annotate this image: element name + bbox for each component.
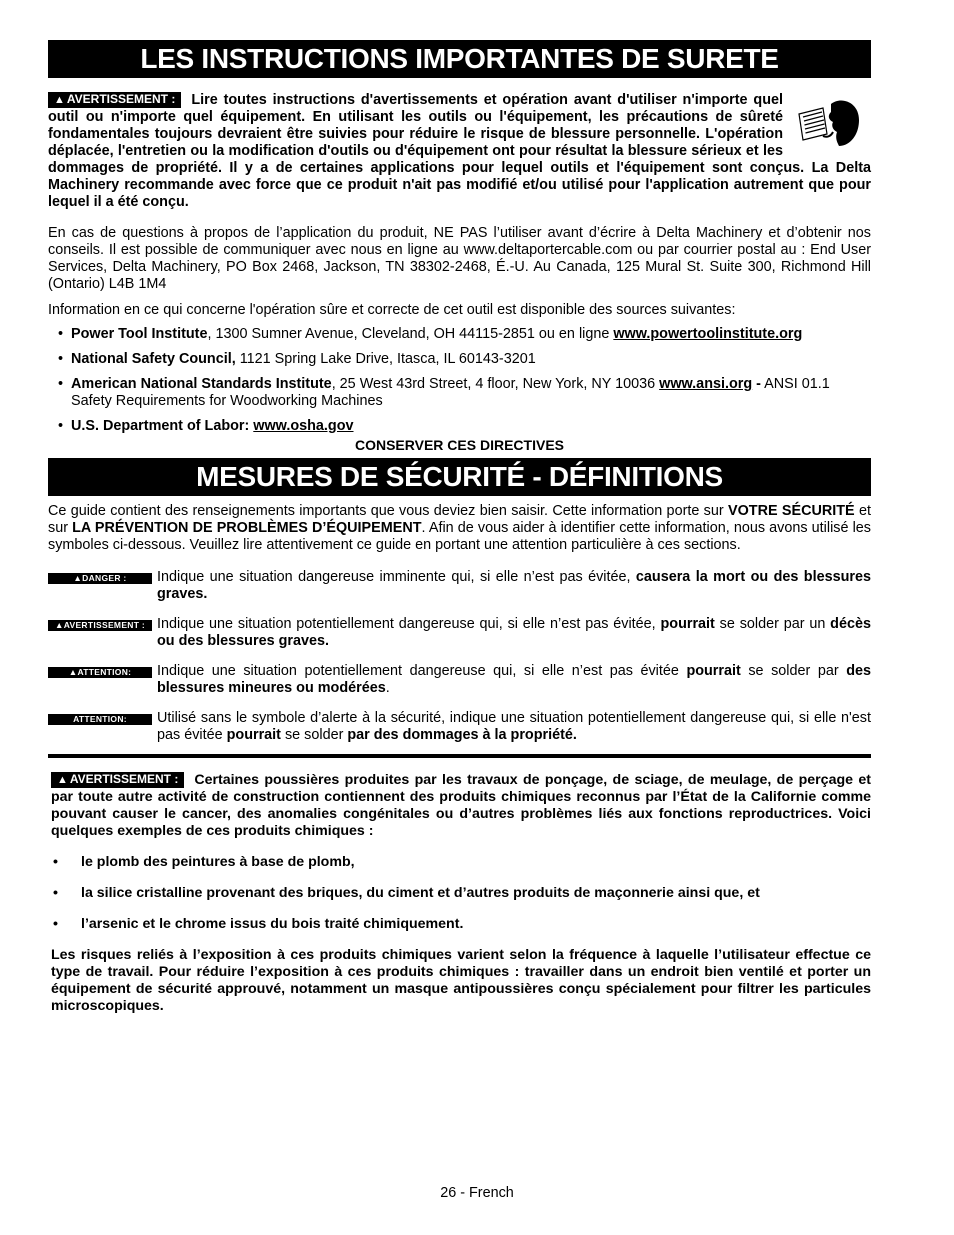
list-item: • Power Tool Institute, 1300 Sumner Avenue, Cleveland, OH 44115-2851 ou en ligne www.powertoolinstitute.org (58, 326, 803, 342)
avertissement-label: ▲AVERTISSEMENT : (48, 620, 152, 631)
ansi-link[interactable]: www.ansi.org (659, 376, 753, 392)
page (48, 40, 871, 1015)
conserve-directives: CONSERVER CES DIRECTIVES (354, 437, 564, 453)
definition-avertissement: ▲AVERTISSEMENT : Indique une situation potentiellement dangereuse qui, si elle n’est pas évitée, pourrait se solder par un décès ou des blessures graves. (48, 616, 871, 650)
definition-attention-plain: ATTENTION: Utilisé sans le symbole d’alerte à la sécurité, indique une situation potentiellement dangereuse qui, si elle n'est pas évitée pourrait se solder par des dommages à la propriété. (48, 710, 871, 744)
contact-paragraph: En cas de questions à propos de l’application du produit, NE PAS l’utiliser avant d’écrire à Delta Machinery et d’obtenir nos conseils. Il est possible de communiquer avec nous en ligne au www.deltaportercable.com ou par courrier postal au : End User Services, Delta Machinery, PO Box 2468, Jackson, TN 38302-2468, É.-U. Au Canada, 125 Mural St. Suite 300, Richmond Hill (Ontario) L4B 1M4 (48, 225, 871, 292)
definition-attention-alert: ▲ATTENTION: Indique une situation potentiellement dangereuse qui, si elle n’est pas évitée pourrait se solder par des blessures mineures ou modérées. (48, 663, 871, 697)
osha-link[interactable]: www.osha.gov (253, 418, 354, 434)
list-item: • American National Standards Institute, 25 West 43rd Street, 4 floor, New York, NY 10036 www.ansi.org - ANSI 01.1 Safety Requirements for Woodworking Machines (58, 376, 830, 409)
page-footer: 26 - French (440, 1185, 514, 1201)
list-item: • le plomb des peintures à base de plomb, (53, 854, 355, 870)
list-item: • National Safety Council, 1121 Spring Lake Drive, Itasca, IL 60143-3201 (58, 351, 536, 367)
definitions-banner: MESURES DE SÉCURITÉ - DÉFINITIONS (48, 458, 871, 496)
list-item: • la silice cristalline provenant des briques, du ciment et d’autres produits de maçonnerie ainsi que, et (53, 885, 760, 901)
safety-instructions-banner: LES INSTRUCTIONS IMPORTANTES DE SURETE (48, 40, 871, 78)
powertoolinstitute-link[interactable]: www.powertoolinstitute.org (613, 326, 803, 342)
definitions-list (48, 569, 871, 744)
warning-1-text: Lire toutes instructions d'avertissements et opération avant d'utiliser n'importe quel outil ou n'importe quel équipement. En utilisant les outils ou l'équipement, les précautions de sûreté fondamentales toujours devraient être suivies pour réduire le risque de blessure personnelle. L'opération déplacée, l'entretien ou la modification d'outils ou d'équipement ont pour résultat la blessure sérieux et les dommages de propriété. Il y a de certaines applications pour lequel outils et l'équipement sont conçus. La Delta Machinery recommande avec force que ce produit n'ait pas modifié et/ou utilisé pour l'application autrement que pour lequel il a été conçu. (48, 92, 871, 210)
warning-block-1 (48, 92, 871, 211)
list-item: • U.S. Department of Labor: www.osha.gov (58, 418, 354, 434)
warning-triangle-icon: ▲ (54, 94, 65, 106)
definitions-intro: Ce guide contient des renseignements importants que vous deviez bien saisir. Cette information porte sur VOTRE SÉCURITÉ et sur LA PRÉVENTION DE PROBLÈMES D’ÉQUIPEMENT. Afin de vous aider à identifier cette information, nous avons utilisé les symboles ci-dessous. Veuillez lire attentivement ce guide en portant une attention particulière à ces sections. (48, 503, 871, 553)
attention-alert-label: ▲ATTENTION: (48, 667, 152, 678)
definition-danger: ▲DANGER : Indique une situation dangereuse imminente qui, si elle n’est pas évitée, causera la mort ou des blessures graves. (48, 569, 871, 603)
warning-triangle-icon: ▲ (57, 774, 68, 786)
sources-list (48, 326, 871, 435)
attention-plain-label: ATTENTION: (48, 714, 152, 725)
avertissement-badge: ▲ AVERTISSEMENT : (51, 772, 184, 788)
chemicals-list (51, 854, 871, 933)
warning-block-2 (48, 772, 871, 1015)
info-intro: Information en ce qui concerne l'opération sûre et correcte de cet outil est disponible des sources suivantes: (48, 302, 736, 318)
warning-2-closing: Les risques reliés à l’exposition à ces produits chimiques varient selon la fréquence à laquelle l’utilisateur effectue ce type de travail. Pour réduire l’exposition à ces produits chimiques : travailler dans un endroit bien ventilé et porter un équipement de sécurité approuvé, notamment un masque antipoussières conçu spécialement pour filtrer les particules microscopiques. (51, 947, 871, 1014)
read-manual-icon (797, 98, 863, 150)
avertissement-badge: ▲ AVERTISSEMENT : (48, 92, 181, 108)
danger-label: ▲DANGER : (48, 573, 152, 584)
list-item: • l’arsenic et le chrome issus du bois traité chimiquement. (53, 916, 464, 932)
divider (48, 754, 871, 758)
warning-2-text: Certaines poussières produites par les travaux de ponçage, de sciage, de meulage, de perçage et par toute autre activité de construction contiennent des produits chimiques reconnus par l’État de la Californie comme pouvant causer le cancer, des anomalies congénitales ou d’autres problèmes liés aux fonctions reproductrices. Voici quelques exemples de ces produits chimiques : (51, 772, 871, 839)
